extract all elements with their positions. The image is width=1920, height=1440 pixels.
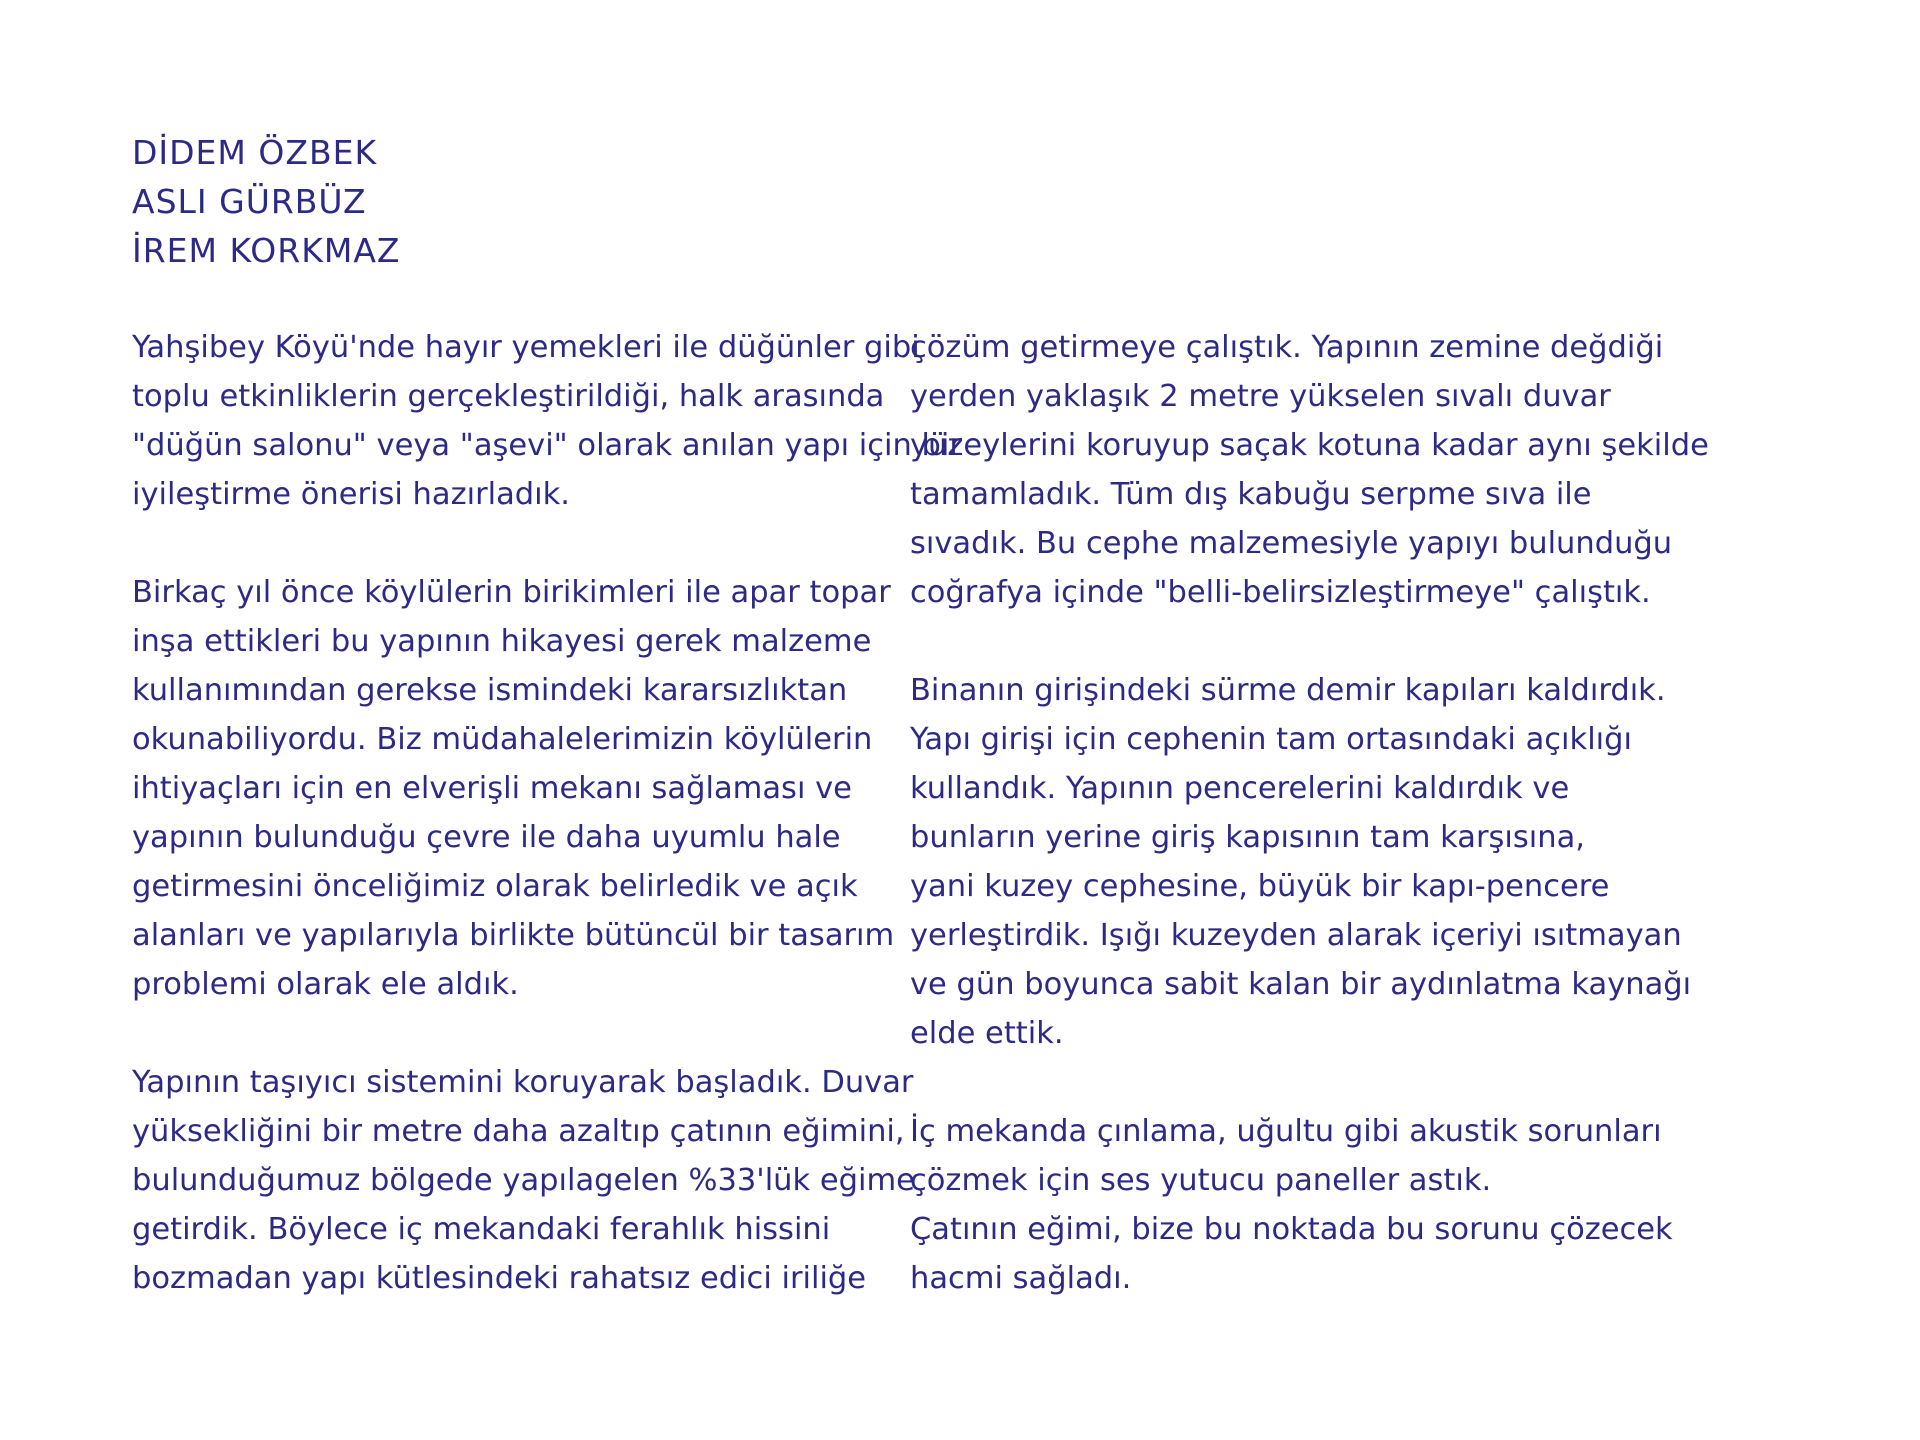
text-line: Birkaç yıl önce köylülerin birikimleri ile apar topar: [132, 575, 891, 610]
paragraph: [910, 666, 1690, 1058]
text-line: Yapı girişi için cephenin tam ortasındaki açıklığı: [910, 722, 1632, 757]
text-line: Yahşibey Köyü'nde hayır yemekleri ile düğünler gibi: [132, 330, 920, 365]
text-line: hacmi sağladı.: [910, 1261, 1132, 1296]
text-line: getirmesini önceliğimiz olarak belirledik ve açık: [132, 869, 858, 904]
text-line: yapının bulunduğu çevre ile daha uyumlu hale: [132, 820, 841, 855]
text-line: çözmek için ses yutucu paneller astık.: [910, 1163, 1492, 1198]
paragraph: [132, 568, 895, 1009]
author-name: DİDEM ÖZBEK: [132, 133, 378, 172]
paragraph: [132, 1058, 915, 1303]
paragraph: [910, 1107, 1690, 1303]
text-line: Binanın girişindeki sürme demir kapıları kaldırdık.: [910, 673, 1666, 708]
paragraph: [910, 323, 1709, 617]
text-line: inşa ettikleri bu yapının hikayesi gerek malzeme: [132, 624, 872, 659]
text-line: "düğün salonu" veya "aşevi" olarak anılan yapı için bir: [132, 428, 962, 463]
text-line: iyileştirme önerisi hazırladık.: [132, 477, 570, 512]
text-line: bozmadan yapı kütlesindeki rahatsız edici iriliğe: [132, 1261, 867, 1296]
text-line: yerleştirdik. Işığı kuzeyden alarak içeriyi ısıtmayan: [910, 918, 1682, 953]
text-line: alanları ve yapılarıyla birlikte bütüncül bir tasarım: [132, 918, 895, 953]
text-line: bunların yerine giriş kapısının tam karşısına,: [910, 820, 1585, 855]
text-line: yani kuzey cephesine, büyük bir kapı-pencere: [910, 869, 1610, 904]
text-line: çözüm getirmeye çalıştık. Yapının zemine değdiği: [910, 330, 1664, 365]
text-line: coğrafya içinde "belli-belirsizleştirmeye" çalıştık.: [910, 575, 1651, 610]
text-line: Çatının eğimi, bize bu noktada bu sorunu çözecek: [910, 1212, 1673, 1247]
text-line: ve gün boyunca sabit kalan bir aydınlatma kaynağı: [910, 967, 1692, 1002]
text-line: sıvadık. Bu cephe malzemesiyle yapıyı bulunduğu: [910, 526, 1673, 561]
text-line: yüzeylerini koruyup saçak kotuna kadar aynı şekilde: [910, 428, 1709, 463]
author-name: İREM KORKMAZ: [132, 231, 401, 270]
text-line: toplu etkinliklerin gerçekleştirildiği, halk arasında: [132, 379, 885, 414]
text-line: getirdik. Böylece iç mekandaki ferahlık hissini: [132, 1212, 831, 1247]
text-line: Yapının taşıyıcı sistemini koruyarak başladık. Duvar: [132, 1065, 914, 1100]
author-list: [132, 128, 401, 275]
text-line: bulunduğumuz bölgede yapılagelen %33'lük eğime: [132, 1163, 915, 1198]
text-line: yerden yaklaşık 2 metre yükselen sıvalı duvar: [910, 379, 1611, 414]
right-text-column: [910, 323, 1709, 1303]
author-name: ASLI GÜRBÜZ: [132, 182, 367, 221]
text-line: elde ettik.: [910, 1016, 1064, 1051]
text-line: tamamladık. Tüm dış kabuğu serpme sıva ile: [910, 477, 1592, 512]
text-line: problemi olarak ele aldık.: [132, 967, 519, 1002]
text-line: ihtiyaçları için en elverişli mekanı sağlaması ve: [132, 771, 852, 806]
text-line: kullanımından gerekse ismindeki kararsızlıktan: [132, 673, 848, 708]
text-line: İç mekanda çınlama, uğultu gibi akustik sorunları: [910, 1114, 1662, 1149]
left-text-column: [132, 323, 962, 1303]
text-line: okunabiliyordu. Biz müdahalelerimizin köylülerin: [132, 722, 873, 757]
text-line: kullandık. Yapının pencerelerini kaldırdık ve: [910, 771, 1570, 806]
text-line: yüksekliğini bir metre daha azaltıp çatının eğimini,: [132, 1114, 905, 1149]
paragraph: [132, 323, 962, 519]
